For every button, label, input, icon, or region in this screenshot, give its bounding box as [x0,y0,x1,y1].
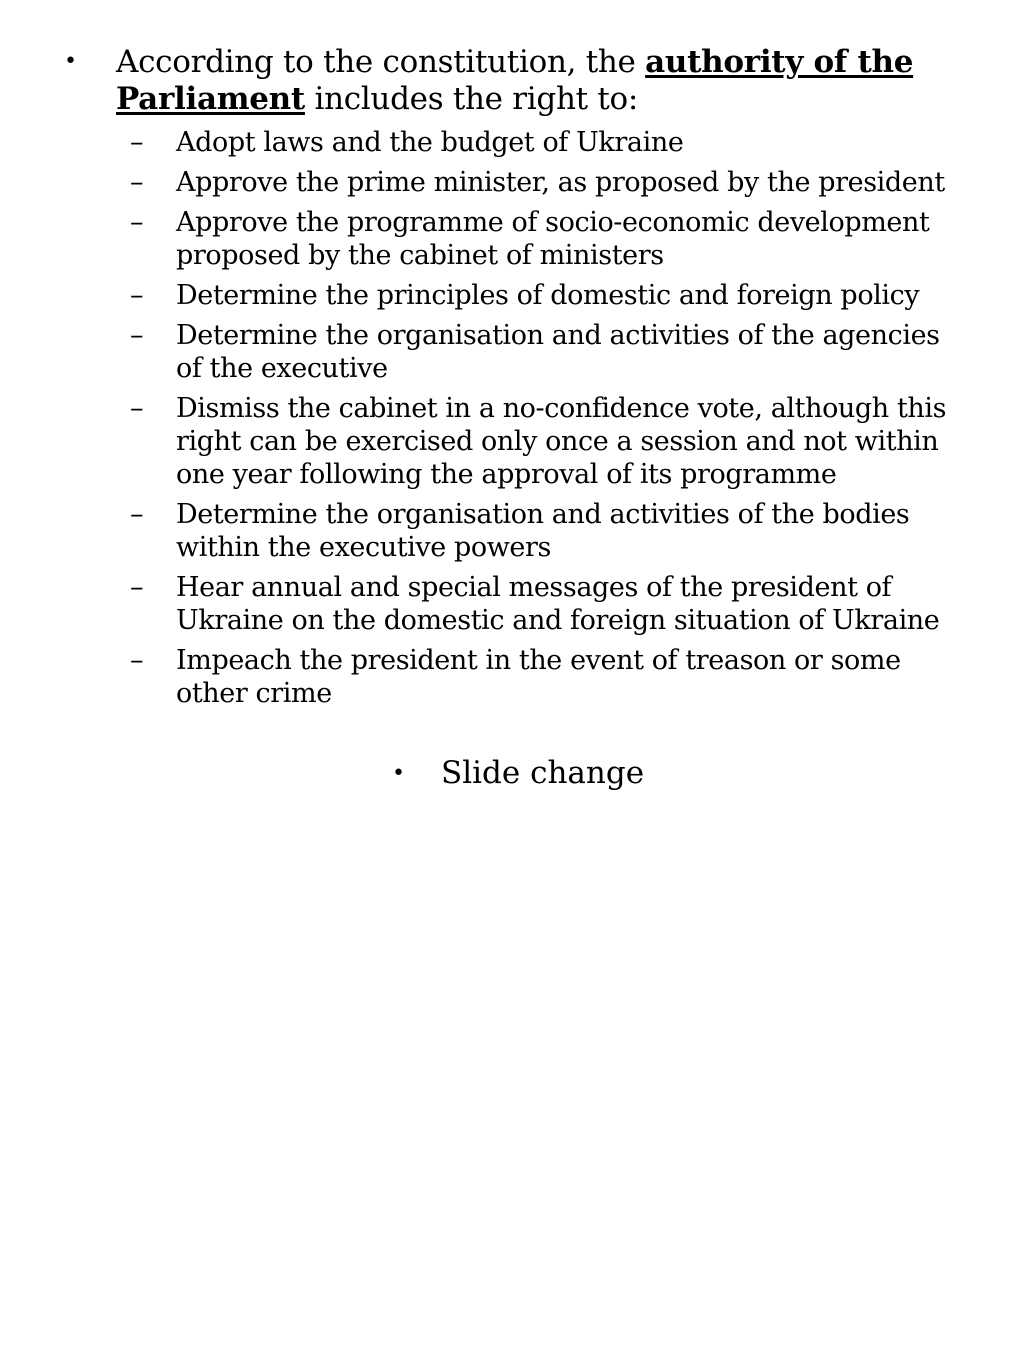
rights-item-text: Approve the prime minister, as proposed by the president [176,167,945,198]
rights-list-item [116,571,960,637]
rights-list-item [116,498,960,564]
rights-item-text: Approve the programme of socio-economic development proposed by the cabinet of ministers [176,207,930,271]
slide-change-note [392,755,644,792]
dash-icon: – [130,645,144,676]
dash-icon: – [130,207,144,238]
dash-icon: – [130,320,144,351]
slide-change-text: Slide change [440,755,645,791]
rights-list-item [116,166,960,199]
dash-icon: – [130,572,144,603]
intro-sentence [116,44,960,118]
rights-list-item [116,319,960,385]
intro-prefix: According to the constitution, the [116,44,646,80]
intro-bold-term: authority of the Parliament [116,44,914,117]
rights-item-text: Impeach the president in the event of treason or some other crime [176,645,901,709]
rights-item-text: Determine the principles of domestic and foreign policy [176,280,920,311]
rights-list-item [116,206,960,272]
bullet-icon: • [392,761,405,786]
rights-list-item [116,126,960,159]
dash-icon: – [130,127,144,158]
intro-suffix: includes the right to: [304,81,638,117]
rights-list [116,126,960,710]
dash-icon: – [130,167,144,198]
rights-item-text: Determine the organisation and activities of the bodies within the executive powers [176,499,910,563]
bullet-icon: • [64,49,77,74]
rights-item-text: Hear annual and special messages of the president of Ukraine on the domestic and foreign situation of Ukraine [176,572,940,636]
rights-item-text: Adopt laws and the budget of Ukraine [176,127,684,158]
rights-item-text: Determine the organisation and activities of the agencies of the executive [176,320,940,384]
rights-list-item [116,279,960,312]
main-bullet-item [60,44,960,710]
dash-icon: – [130,393,144,424]
rights-item-text: Dismiss the cabinet in a no-confidence vote, although this right can be exercised only once a session and not within one year following the approval of its programme [176,393,947,490]
dash-icon: – [130,499,144,530]
main-bullet-list [60,44,960,717]
rights-list-item [116,644,960,710]
dash-icon: – [130,280,144,311]
rights-list-item [116,392,960,491]
